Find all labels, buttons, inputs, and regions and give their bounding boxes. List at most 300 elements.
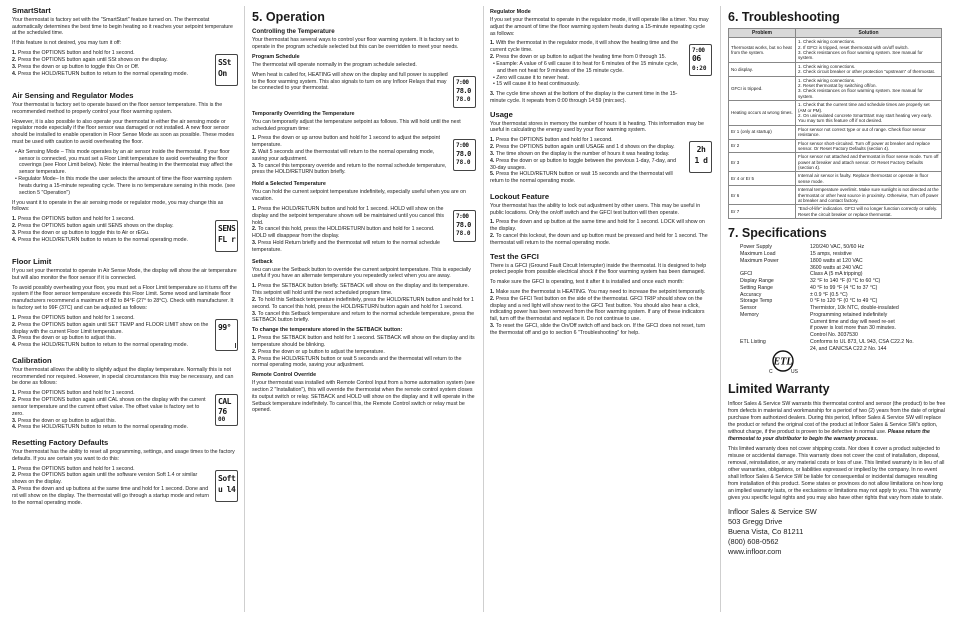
step: 2. Press the OPTIONS button again until SET TEMP and FLOOR LIMIT show on the display with the current Floor Limit temperature. <box>12 321 209 335</box>
step: 1. Press the SETBACK button and hold for 1 second. SETBACK will show on the display and its temperature should be blinking. <box>252 335 475 348</box>
usage-p1: Your thermostat stores in memory the number of hours it is heating. This information may be useful in calculating the energy used by your floor warming system. <box>490 120 704 134</box>
step-text: Press the OPTIONS button again until the software version Soft 1.4 or similar shows on the display. <box>12 472 198 486</box>
step-text: To cancel this lockout, the down and up button must be pressed and held for 1 second. The thermostat will return to the normal operating mode. <box>490 233 708 246</box>
step: 3. The cycle time shown at the bottom of the display is the current time in the 15-minute cycle. It repeats from 0:00 through 14:59 (min:sec). <box>490 91 678 104</box>
lcd-display-floor-limit <box>215 319 238 351</box>
lcd-display-hold <box>453 210 476 242</box>
air-sensing-p1: Your thermostat is factory set to operate based on the floor sensor temperature. This is the recommended method to properly control your floor warming system. <box>12 101 223 115</box>
spec-row <box>740 292 946 299</box>
smartstart-intro: Your thermostat is factory set with the "SmartStart" feature turned on. The thermostat automatically determines the best time to begin heating so it reaches your setpoint temperature at the scheduled time. <box>12 16 233 37</box>
spec-value: 15 amps, resistive <box>810 251 852 258</box>
step-text: Press the HOLD/RETURN button to return to the normal operating mode. <box>17 70 188 77</box>
spec-value: 0 °F to 120 °F (0 °C to 49 °C) <box>810 298 878 305</box>
lcd-display-smartstart <box>215 54 238 86</box>
step: 1. Press the OPTIONS button and hold for 1 second. <box>12 314 135 321</box>
reset-steps-block <box>12 466 238 509</box>
troubleshooting-heading: 6. Troubleshooting <box>728 10 840 24</box>
contact-website[interactable]: www.infloor.com <box>728 546 782 556</box>
warranty-text <box>728 401 946 502</box>
warranty-p1-text: Infloor Sales & Service SW warrants this thermostat control and sensor (the product) to be free from defects in material and workmanship for a period of two (2) years from the date of original purchase from authorized dealers. During this period, Infloor Sales & Service SW will replace the product or refund the original cost of the product at Infloor Sales & Service SW's option, without charge, if the product is proven to be defective in normal use. <box>728 400 946 435</box>
step: 1. Press the down and up button at the same time and hold for 1 second. LOCK will show on the display. <box>490 219 705 233</box>
spec-row <box>740 285 946 292</box>
lcd-display-usage <box>689 141 712 173</box>
bullet: • Zero will cause it to never heat. <box>493 74 569 81</box>
warranty-heading: Limited Warranty <box>728 382 830 397</box>
program-schedule-p1: The thermostat will operate normally in the program schedule selected. <box>252 61 417 68</box>
table-row <box>729 186 942 205</box>
spec-key: Maximum Power <box>740 257 779 264</box>
lcd-line-2: 78.0 <box>456 86 471 95</box>
regulator-p1: If you set your thermostat to operate in the regulator mode, it will operate like a timer. You may adjust the amount of time the floor warming system heats during a 15-minute repeating cycle as follows: <box>490 17 709 37</box>
contact-company: Infloor Sales & Service SW <box>728 506 817 516</box>
step-text: To hold this Setback temperature indefinitely, press the HOLD/RETURN button and hold for 1 second. To cancel this hold, press the HOLD/RETURN button again and hold for 1 second. <box>252 296 474 310</box>
step-text: Press the OPTIONS button again until SET TEMP and FLOOR LIMIT show on the display with the current Floor Limit temperature. <box>12 321 209 335</box>
table-header-row <box>729 29 942 38</box>
step: 3. Press the down or up button to adjust this. <box>12 335 116 342</box>
regulator-steps <box>490 40 685 104</box>
lcd-line-2: u l4 <box>218 484 236 494</box>
lcd-line-3: 78.0 <box>456 229 471 237</box>
lcd-line-3: 78.0 <box>456 95 471 103</box>
lcd-line-2: 1 d <box>694 156 708 166</box>
contact-street: 503 Gregg Drive <box>728 516 783 526</box>
spec-key: Maximum Load <box>740 251 776 258</box>
step-text: Press Hold Return briefly and the thermostat will return to the normal schedule temperature. <box>252 239 440 253</box>
etl-mark-c: C <box>769 369 773 375</box>
column-divider <box>483 6 484 612</box>
step-text: Press the OPTIONS button again until CAL shows on the display with the current sensor temperature and the current offset value. The offset value is factory set to zero. <box>12 397 206 417</box>
remote-p1: If your thermostat was installed with Remote Control Input from a home automation system (see section 2 "Installation"), this will override the thermostat when the remote control system closes its output switch or relay. SETBACK and HOLD will show on the display and it will operate in the Setback temperature indefinitely. To cancel this, the Remote Control switch or relay must be opened. <box>252 380 475 414</box>
step: 4. Press the HOLD/RETURN button to return to the normal operating mode. <box>12 70 188 77</box>
controlling-p1: Your thermostat has several ways to control your floor warming system. It is factory set to operate in the program schedule selected but this can be overridden to meet your needs. <box>252 37 459 51</box>
solution-cell: Internal temperature overlimit. Make sure sunlight is not directed at the thermostat or other heat source in proximity. Otherwise, Turn off power at breaker and contact factory. <box>796 186 942 205</box>
contact-city: Buena Vista, Co 81211 <box>728 526 804 536</box>
lcd-line-3: 0:20 <box>692 65 707 73</box>
step-text: To cancel this temporary override and return to the normal schedule temperature, press the HOLD/RETURN button briefly. <box>252 162 447 176</box>
step: 1. Press the OPTIONS button and hold for 1 second. <box>12 465 135 472</box>
lcd-line-1: SENS <box>218 224 236 234</box>
step: 3. To cancel this temporary override and return to the normal schedule temperature, press the HOLD/RETURN button briefly. <box>252 162 447 176</box>
problem-cell: No display. <box>729 62 796 76</box>
specifications-heading: 7. Specifications <box>728 226 827 241</box>
usage-steps <box>490 137 685 185</box>
spec-row <box>740 271 946 278</box>
etl-listed-mark <box>766 350 800 374</box>
spec-value: Programming retained indefinitely Current time and day will need re-set if power is lost more than 30 minutes. <box>810 311 896 332</box>
problem-cell: Thermostat works, but no heat from the system. <box>729 38 796 63</box>
setback-heading: Setback <box>252 258 273 265</box>
air-sensing-steps <box>12 216 211 250</box>
spec-row <box>740 332 946 339</box>
setback-p1: You can use the Setback button to override the current setpoint temperature. This is especially useful if you have an alternate temperature you repeatedly select when you are away. <box>252 266 471 280</box>
hold-p1: You can hold the current setpoint temperature indefinitely, especially useful when you are on vacation. <box>252 189 466 203</box>
air-sensing-modes <box>12 149 238 197</box>
contact-phone: (800) 608-0562 <box>728 536 779 546</box>
step: 3. To reset the GFCI, slide the On/Off switch off and back on. If the GFCI does not reset, turn the thermostat off and go to section 6 "Troubleshooting" for help. <box>490 323 706 336</box>
step: 1. Press the OPTIONS button and hold for 1 second. <box>12 216 135 223</box>
solution-cell: 1. Check wiring connections. 2. Reset thermostat by switching off/on. 3. Check resistances on floor warming system. See manual for system. <box>796 76 942 101</box>
step: 1. Make sure the thermostat is HEATING. You may need to increase the setpoint temporarily. <box>490 288 706 295</box>
lcd-line-2: FL r <box>218 235 236 245</box>
spec-key: Power Supply <box>740 244 773 251</box>
step: 3. To cancel this Setback temperature and return to the normal schedule temperature, press the SETBACK button briefly. <box>252 310 475 324</box>
solution-cell: 1. Check that the current time and schedule times are properly set (AM or PM). 2. On uninsulated concrete SmartStart may start heating very early. You may turn this feature off if not desired. <box>796 101 942 126</box>
step-text: To cancel this hold, press the HOLD/RETURN button and hold for 1 second. HOLD will disappear from the display. <box>252 226 435 240</box>
step: 2. Press the OPTIONS button again until SENS shows on the display. <box>12 222 174 229</box>
spec-row <box>740 312 946 332</box>
step-text: Press the OPTIONS button and hold for 1 second. <box>495 137 613 144</box>
solution-cell: 1. Check wiring connections. 2. If GFCI is tripped, reset thermostat with on/off switch. 3. Check resistances on floor warming system. See manual for system. <box>796 38 942 63</box>
column-3 <box>490 6 712 614</box>
problem-cell: GFCI is tripped. <box>729 76 796 101</box>
step-text: Press the SETBACK button and hold for 1 second. SETBACK will show on the display and its temperature should be blinking. <box>252 335 475 348</box>
lcd-display-calibration <box>215 394 238 426</box>
setback-steps <box>252 283 476 324</box>
solution-cell: 1. Check wiring connections. 2. Check circuit breaker or other protection "upstream" of thermostat. <box>796 62 942 76</box>
step: 3. Press the down or up button to toggle this to Air or rEGu. <box>12 229 150 236</box>
step: 1. Press the OPTIONS button and hold for 1 second. <box>12 50 135 57</box>
spec-value: 32 °F to 140 °F (0 °C to 60 °C) <box>810 278 881 285</box>
spec-row <box>740 244 946 251</box>
warranty-p2: This limited warranty does not cover shipping costs. Nor does it cover a product subjected to misuse or accidental damage. This warranty does not cover the cost of installation, disposal, removal, reinstallation, or any material costs or loss of use. This limited warranty is in lieu of all other warranties, obligations, or liabilities expressed or implied by the company. In no event shall Infloor Sales & Service SW be liable for consequential or incidental damages resulting from installation of this product. Some states or provinces do not allow limitations on how long an implied warranty lasts, or the exclusions or limitations may not apply to you. This warranty gives you specific legal rights and you may also have other rights that vary from state to state. <box>728 445 945 501</box>
table-row <box>729 62 942 76</box>
spec-key: ETL Listing <box>740 338 766 345</box>
spec-key: Display Range <box>740 278 774 285</box>
step-text: Press the OPTIONS button and hold for 1 second. <box>17 314 135 321</box>
step-text: Make sure the thermostat is HEATING. You may need to increase the setpoint temporarily. <box>495 288 706 295</box>
solution-cell: Floor sensor short-circuited. Turn off power at breaker and replace sensor. Or Reset Factory Defaults (section 4). <box>796 139 942 153</box>
step: 1. Press the SETBACK button briefly. SETBACK will show on the display and its temperature. This setpoint will hold until the next scheduled program time. <box>252 283 470 297</box>
lcd-line-2: 78.0 <box>456 150 471 159</box>
column-1 <box>12 6 238 614</box>
solution-cell: Internal air sensor is faulty. Replace thermostat or operate in floor sense mode. <box>796 172 942 186</box>
heating-text: When heat is called for, HEATING will show on the display and full power is supplied to the floor warming system. This also signals to turn on any Infloor Relays that may be connected to your thermostat. <box>252 71 448 92</box>
program-schedule-heading: Program Schedule <box>252 53 300 60</box>
spec-key: Memory <box>740 311 759 318</box>
step-text: Press the HOLD/RETURN button to return to the normal operating mode. <box>17 236 188 243</box>
smartstart-steps <box>12 50 211 84</box>
spec-row <box>740 305 946 312</box>
floor-limit-p2: To avoid possibly overheating your floor, you must set a Floor Limit temperature so it turns off the system if the floor sensor temperature exceeds this Floor Limit. Some wood and laminate floor manufacturers recommend a maximum of 82 to 84°F (27° to 28°C). Check with manufacturer. It is factory set to 99F (37C) and can be adjusted as follows: <box>12 284 237 312</box>
remote-heading: Remote Control Override <box>252 372 317 379</box>
problem-cell: Heating occurs at wrong times. <box>729 101 796 126</box>
column-header-problem: Problem <box>729 29 796 38</box>
spec-key: Storage Temp <box>740 298 773 305</box>
step: 1. With the thermostat in the regulator mode, it will show the heating time and the current cycle time. <box>490 40 679 54</box>
lcd-line-1: Soft <box>218 473 236 483</box>
step-text: Press the HOLD/RETURN button and hold for 1 second. HOLD will show on the display and the setpoint temperature shown will be maintained until you cancel this hold. <box>252 205 445 226</box>
lcd-line-1: CAL <box>218 397 231 407</box>
hold-steps-block <box>252 206 476 256</box>
step: 2. Press the OPTIONS button again until USAGE and 1 d shows on the display. <box>490 144 675 151</box>
lcd-line-1: 7:00 <box>692 47 705 55</box>
bullet-text: Zero will cause it to never heat. <box>496 74 569 81</box>
floor-limit-p1: If you set your thermostat to operate in Air Sense Mode, the display will show the air temperature but will also monitor the floor sensor if it is connected. <box>12 268 237 281</box>
solution-cell: Floor sensor not correct type or out of range. Check floor sensor resistance. <box>796 125 942 139</box>
spec-key <box>740 332 810 339</box>
spec-row <box>740 278 946 285</box>
section-regulator <box>490 9 712 105</box>
override-heading: Temporarily Overriding the Temperature <box>252 110 355 117</box>
bullet-text: Example: A value of 6 will cause it to heat for 6 minutes of the 15 minute cycle, and then not heat for 9 minutes of the 15 minute cycle. <box>496 60 679 74</box>
step-text: Press the HOLD/RETURN button to return to the normal operating mode. <box>17 342 188 349</box>
step-text: Press the OPTIONS button again until USAGE and 1 d shows on the display. <box>495 144 675 151</box>
lcd-line-2: 06 <box>692 54 701 64</box>
step-text: Press the OPTIONS button and hold for 1 second. <box>17 390 135 397</box>
problem-cell: Er 6 <box>729 186 796 205</box>
etl-mark-text: ETL <box>773 356 793 368</box>
step-text: Press the down or up arrow button and hold for 1 second to adjust the setpoint temperature. <box>252 135 440 149</box>
column-header-solution: Solution <box>796 29 942 38</box>
column-divider <box>244 6 245 612</box>
spec-rows <box>740 244 946 339</box>
lcd-line-1: 99° <box>218 322 231 332</box>
lcd-display-override <box>453 139 476 171</box>
problem-cell: Er 3 <box>729 153 796 172</box>
section-smartstart <box>12 6 238 86</box>
floor-limit-steps <box>12 315 211 349</box>
step: 2. Wait 5 seconds and the thermostat will return to the normal operating mode, saving your adjustment. <box>252 149 435 162</box>
step-text: Press the OPTIONS button and hold for 1 second. <box>17 465 135 472</box>
operation-heading: 5. Operation <box>252 10 325 24</box>
step: 2. Press the OPTIONS button again until CAL shows on the display with the current sensor temperature and the current offset value. The offset value is factory set to zero. <box>12 397 206 417</box>
step: 1. Press the HOLD/RETURN button and hold for 1 second. HOLD will show on the display and the setpoint temperature shown will be maintained until you cancel this hold. <box>252 205 445 226</box>
reset-heading: Resetting Factory Defaults <box>12 438 109 448</box>
table-row <box>729 153 942 172</box>
step-text: Press the OPTIONS button again until SENS shows on the display. <box>17 222 174 229</box>
step: 2. To hold this Setback temperature indefinitely, press the HOLD/RETURN button and hold for 1 second. To cancel this hold, press the HOLD/RETURN button again and hold for 1 second. <box>252 296 474 310</box>
step: 1. Press the OPTIONS button and hold for 1 second. <box>490 137 613 144</box>
contact-block <box>728 507 946 557</box>
lcd-line-1: 7:00 <box>456 142 469 150</box>
column-4 <box>728 6 946 614</box>
step-text: Press the OPTIONS button and hold for 1 second. <box>17 50 135 57</box>
lcd-line-1: 2h <box>696 145 706 155</box>
spec-row <box>740 298 946 305</box>
step-text: Press the down or up button to adjust the heating time from 0 through 15. <box>495 54 666 61</box>
override-steps <box>252 135 449 176</box>
regulator-heading: Regulator Mode <box>490 9 531 15</box>
step-text: Press the HOLD/RETURN button or wait 15 seconds and the thermostat will return to the normal operating mode. <box>490 171 673 185</box>
smartstart-steps-block <box>12 50 238 86</box>
spec-value: 1800 watts at 120 VAC 3600 watts at 240 VAC <box>810 257 863 271</box>
spec-value: Thermistor, 10k NTC, double-insulated <box>810 305 899 312</box>
step-text: Press the down or up button to toggle this to Air or rEGu. <box>17 229 150 236</box>
override-steps-block <box>252 135 476 178</box>
gfci-p1: There is a GFCI (Ground Fault Circuit Interrupter) inside the thermostat. It is designed to help protect people from possible electrical shock if the floor warming system has been damaged. <box>490 262 707 276</box>
table-row <box>729 101 942 126</box>
step-text: Press the OPTIONS button and hold for 1 second. <box>17 216 135 223</box>
hold-heading: Hold a Selected Temperature <box>252 181 326 188</box>
step-text: Press the down or up button to toggle between the previous 1-day, 7-day, and 30-day usages. <box>490 157 677 171</box>
lcd-segment <box>235 343 236 348</box>
step: 5. Press the HOLD/RETURN button or wait 15 seconds and the thermostat will return to the normal operating mode. <box>490 171 673 185</box>
table-row <box>729 38 942 63</box>
step-text: Press the down or up button to adjust this. <box>17 335 116 342</box>
spec-value: Class A (5 mA tripping) <box>810 271 863 278</box>
section-reset <box>12 438 238 508</box>
gfci-heading: Test the GFCI <box>490 251 539 261</box>
step-text: Press the down or up button to adjust the temperature. <box>257 348 385 355</box>
lcd-line-2: 76 <box>218 407 227 417</box>
step: 4. Press the HOLD/RETURN button to return to the normal operating mode. <box>12 342 188 349</box>
bullet: • 15 will cause it to heat continuously. <box>493 81 580 88</box>
calibration-steps <box>12 390 211 431</box>
spec-key: Sensor <box>740 305 757 312</box>
setback-change-heading: To change the temperature stored in the SETBACK button: <box>252 327 403 334</box>
step: 2. To cancel this lockout, the down and up button must be pressed and held for 1 second. The thermostat will return to the normal operating mode. <box>490 233 708 246</box>
step-text: With the thermostat in the regulator mode, it will show the heating time and the current cycle time. <box>490 40 679 54</box>
lcd-line-1: 7:00 <box>456 212 469 220</box>
step-text: The cycle time shown at the bottom of the display is the current time in the 15-minute cycle. It repeats from 0:00 through 14:59 (min:sec). <box>490 91 678 104</box>
step-text: Wait 5 seconds and the thermostat will return to the normal operating mode, saving your adjustment. <box>252 149 435 162</box>
bullet-air-mode: • Air Sensing Mode – This mode operates by an air sensor inside the thermostat. If your floor sensor is connected, you must set a Floor Limit temperature to avoid overheating the floor coverings (see Floor Limit below). Note: the internal heating in the thermostat may affect the sensor temperature. <box>15 148 233 176</box>
smartstart-heading: SmartStart <box>12 6 51 15</box>
setback-change-steps <box>252 335 476 369</box>
table-row <box>729 125 942 139</box>
lcd-display-sens <box>215 220 238 252</box>
column-2 <box>252 6 476 614</box>
lcd-line-1: 7:00 <box>456 78 469 86</box>
air-sensing-heading: Air Sensing and Regulator Modes <box>12 91 134 101</box>
lcd-display-heating <box>453 76 476 108</box>
step-text: Press the down or up button to adjust this. <box>17 417 116 424</box>
section-air-sensing <box>12 91 238 252</box>
spec-row <box>740 251 946 258</box>
floor-limit-steps-block <box>12 315 238 351</box>
air-sensing-p2: However, it is also possible to also operate your thermostat in either the air sensing mode or regulator mode especially if the floor sensor was damaged or not installed. A new floor sensor should be installed to enable operation in Floor Sense Mode as soon as possible. These modes must be used with caution to avoid overheating the floor. <box>12 118 235 146</box>
table-row <box>729 139 942 153</box>
solution-cell: Floor sensor not attached and thermostat in floor sense mode. Turn off power at breaker and attach sensor. Or Reset Factory Defaults (section 4). <box>796 153 942 172</box>
gfci-steps <box>490 289 712 337</box>
table-row <box>729 76 942 101</box>
gfci-p2: To make sure the GFCI is operating, test it after it is installed and once each month: <box>490 279 684 286</box>
section-floor-limit <box>12 257 238 351</box>
lockout-heading: Lockout Feature <box>490 191 550 201</box>
step-text: Press the down and up button at the same time and hold for 1 second. LOCK will show on the display. <box>490 219 705 233</box>
step: 4. Press the HOLD/RETURN button to return to the normal operating mode. <box>12 236 188 243</box>
spec-key: Setting Range <box>740 284 773 291</box>
lcd-line-1: SSt <box>218 58 231 68</box>
air-sensing-steps-block <box>12 216 238 252</box>
step-text: To reset the GFCI, slide the On/Off switch off and back on. If the GFCI does not reset, turn the thermostat off and go to section 6 "Troubleshooting" for help. <box>490 323 706 336</box>
problem-cell: Er 2 <box>729 139 796 153</box>
step-text: Press the SETBACK button briefly. SETBACK will show on the display and its temperature. This setpoint will hold until the next scheduled program time. <box>252 283 470 297</box>
reset-steps <box>12 466 211 507</box>
step-text: Press the GFCI Test button on the side of the thermostat. GFCI TRIP should show on the display and a red light will show next to the GFCI Test button. You should also hear a click, indicating power has been removed from the floor warming system. If any of these indicators fail, turn off the thermostat and replace it. Do not continue to use. <box>490 295 705 323</box>
step: 3. Press the down or up button to adjust this. <box>12 417 116 424</box>
regulator-bullets <box>490 61 685 88</box>
step-text: Press the down or up button to toggle this On or Off. <box>17 63 140 70</box>
smartstart-note: If this feature is not desired, you may turn it off: <box>12 40 122 47</box>
troubleshooting-table <box>728 28 942 219</box>
regulator-steps-block <box>490 40 712 104</box>
hold-steps <box>252 206 449 254</box>
step: 2. Press the down or up button to adjust the temperature. <box>252 348 385 355</box>
specifications-list <box>728 244 946 377</box>
lcd-line-3: 00 <box>218 416 226 424</box>
problem-cell: Er 7 <box>729 205 796 219</box>
step: 3. Press Hold Return briefly and the thermostat will return to the normal schedule temperature. <box>252 239 440 253</box>
solution-cell: "End-of-life" indication. GFCI will no longer function correctly or safely. Reset the circuit breaker or replace thermostat. <box>796 205 942 219</box>
lcd-display-soft <box>215 470 238 502</box>
warranty-p1-italic: Please return the thermostat to your distributor to begin the warranty process. <box>728 428 930 442</box>
bullet-regulator-mode: • Regulator Mode– In this mode the user selects the amount of time the floor warming system heats during a 15-minute repeating cycle. There is no temperature sensing in this mode. (see section 5 "Operation") <box>15 176 236 196</box>
column-divider <box>720 6 721 612</box>
spec-value: Conforms to UL 873, UL 943, CSA C22.2 No. 24, and CAN/CSA C22.2 No. 144 <box>810 338 914 352</box>
lcd-line-2: 78.0 <box>456 220 471 229</box>
step-text: Press the down and up buttons at the same time and hold for 1 second. Done and rst will show on the display. The thermostat will go through a startup mode and return to the normal operating mode. <box>12 486 210 506</box>
problem-cell: Er 4 or Er 5 <box>729 172 796 186</box>
table-row <box>729 205 942 219</box>
lcd-display-regulator <box>689 44 712 76</box>
step: 3. Press the down or up button to toggle this On or Off. <box>12 63 140 70</box>
spec-key: GFCI <box>740 271 753 278</box>
heating-block <box>252 72 476 108</box>
usage-heading: Usage <box>490 109 513 119</box>
lcd-line-2: On <box>218 69 227 79</box>
step: 2. Press the OPTIONS button again until the software version Soft 1.4 or similar shows on the display. <box>12 472 198 486</box>
step-text: Press the HOLD/RETURN button to return to the normal operating mode. <box>17 424 188 431</box>
bullet: • Example: A value of 6 will cause it to heat for 6 minutes of the 15 minute cycle, and then not heat for 9 minutes of the 15 minute cycle. <box>493 60 679 74</box>
usage-steps-block <box>490 137 712 187</box>
step: 3. Press the HOLD/RETURN button or wait 5 seconds and the thermostat will return to the normal operating mode, saving your adjustment. <box>252 355 462 369</box>
calibration-heading: Calibration <box>12 355 52 365</box>
calibration-p1: Your thermostat allows the ability to slightly adjust the display temperature. Normally this is not recommended nor required. However, in special circumstances this may be necessary, and can be done as follows: <box>12 366 234 387</box>
warranty-p1 <box>728 401 946 443</box>
air-sensing-p3: If you want it to operate in the air sensing mode or regulator mode, you may change this as follows: <box>12 199 224 213</box>
troubleshooting-rows <box>729 38 942 219</box>
table-row <box>729 172 942 186</box>
controlling-heading: Controlling the Temperature <box>252 28 335 36</box>
step: 1. Press the OPTIONS button and hold for 1 second. <box>12 390 135 397</box>
bullet-text: 15 will cause it to heat continuously. <box>496 81 580 88</box>
reset-p1: Your thermostat has the ability to reset all programming, settings, and usage times to the factory defaults. If you are certain you want to do this: <box>12 448 235 462</box>
spec-value: 40 °F to 99 °F (4 °C to 37 °C) <box>810 284 878 291</box>
etl-mark-us: US <box>791 369 798 375</box>
step: 4. Press the down or up button to toggle between the previous 1-day, 7-day, and 30-day usages. <box>490 157 677 171</box>
section-usage <box>490 110 712 187</box>
spec-value: Control No. 3037530 <box>810 332 858 339</box>
section-calibration <box>12 356 238 433</box>
calibration-steps-block <box>12 390 238 433</box>
step-text: To cancel this Setback temperature and return to the normal schedule temperature, press the SETBACK button briefly. <box>252 310 475 324</box>
step: 1. Press the down or up arrow button and hold for 1 second to adjust the setpoint temperature. <box>252 135 440 149</box>
section-gfci <box>490 252 712 337</box>
step-text: Press the OPTIONS button again until SSt shows on the display. <box>17 56 168 63</box>
step: 2. Press the down or up button to adjust the heating time from 0 through 15. <box>490 54 666 61</box>
etl-mark-wrap <box>740 352 946 377</box>
spec-row <box>740 258 946 272</box>
step-text: The time shown on the display is the number of hours it was heating today. <box>495 150 670 157</box>
step: 3. The time shown on the display is the number of hours it was heating today. <box>490 150 670 157</box>
floor-limit-heading: Floor Limit <box>12 257 52 267</box>
override-p1: You can temporarily adjust the temperature setpoint as follows. This will hold until the next scheduled program time: <box>252 118 461 132</box>
step: 3. Press the down and up buttons at the same time and hold for 1 second. Done and rst will show on the display. The thermostat will go through a startup mode and return to the normal operating mode. <box>12 486 210 506</box>
step: 2. To cancel this hold, press the HOLD/RETURN button and hold for 1 second. HOLD will disappear from the display. <box>252 226 435 240</box>
spec-value: ± 0.9 °F (0.5 °C) <box>810 291 848 298</box>
spec-key: Accuracy <box>740 291 762 298</box>
lcd-line-3: 78.0 <box>456 159 471 167</box>
step: 2. Press the GFCI Test button on the side of the thermostat. GFCI TRIP should show on the display and a red light will show next to the GFCI Test button. You should also hear a click, indicating power has been removed from the floor warming system. If any of these indicators fail, turn off the thermostat and replace it. Do not continue to use. <box>490 295 705 323</box>
step: 2. Press the OPTIONS button again until SSt shows on the display. <box>12 56 168 63</box>
problem-cell: Er 1 (only at startup) <box>729 125 796 139</box>
spec-value: 120/240 VAC, 50/60 Hz <box>810 244 865 251</box>
step: 4. Press the HOLD/RETURN button to return to the normal operating mode. <box>12 424 188 431</box>
step-text: Press the HOLD/RETURN button or wait 5 seconds and the thermostat will return to the normal operating mode, saving your adjustment. <box>252 355 462 369</box>
lockout-p1: Your thermostat has the ability to lock out adjustment by other users. This may be useful in public locations. Only the on/off switch and the GFCI test button will then operate. <box>490 202 701 216</box>
lockout-steps <box>490 219 712 246</box>
